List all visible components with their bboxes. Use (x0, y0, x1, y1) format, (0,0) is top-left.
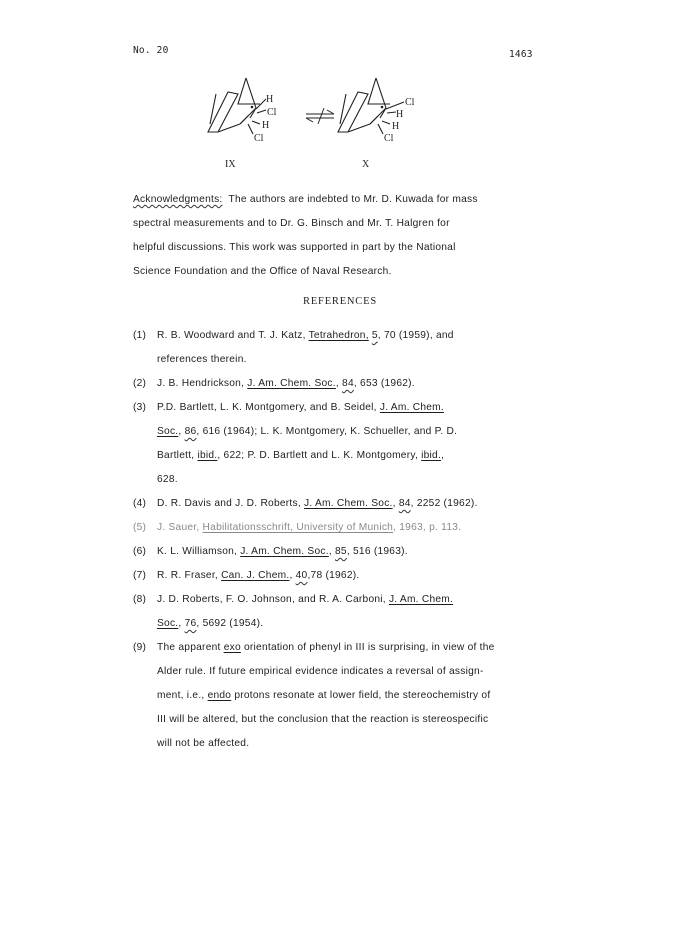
not-equilibrium-arrow (306, 108, 334, 124)
reference-number: (1) (133, 330, 147, 341)
reference-text (157, 540, 408, 564)
volume-number: 84 (342, 378, 354, 389)
underlined-citation: ibid. (421, 450, 442, 461)
reference-line: R. B. Woodward and T. J. Katz, Tetrahedron, 5, 70 (1959), and (157, 330, 454, 341)
ix-substituent-cl-bottom: Cl (254, 133, 264, 144)
reference-text (157, 372, 415, 396)
reference-text (157, 636, 495, 756)
reference-line: R. R. Fraser, Can. J. Chem., 40,78 (1962). (157, 570, 360, 581)
x-substituent-cl-bottom: Cl (384, 133, 394, 144)
reference-number: (8) (133, 594, 147, 605)
underlined-citation: Tetrahedron, (308, 330, 369, 341)
reference-text (157, 492, 478, 516)
underlined-citation: exo (223, 642, 241, 653)
x-substituent-cl-top: Cl (405, 97, 415, 108)
reference-number: (6) (133, 546, 147, 557)
reference-line: The apparent exo orientation of phenyl in III is surprising, in view of the (157, 642, 495, 653)
ix-substituent-h-top: H (266, 94, 274, 105)
reference-line: ment, i.e., endo protons resonate at lower field, the stereochemistry of (157, 690, 491, 701)
acknowledgments-text: The authors are indebted to Mr. D. Kuwada for mass (228, 194, 478, 205)
reference-text (157, 516, 461, 540)
reference-text (157, 396, 457, 492)
volume-number: 84 (398, 498, 411, 509)
reference-line: Soc., 86, 616 (1964); L. K. Montgomery, K. Schueller, and P. D. (157, 426, 458, 437)
acknowledgments-paragraph (133, 188, 553, 284)
reference-line: P.D. Bartlett, L. K. Montgomery, and B. Seidel, J. Am. Chem. (157, 402, 444, 413)
ix-substituent-cl-top: Cl (267, 107, 277, 118)
underlined-citation: J. Am. Chem. Soc. (240, 546, 329, 557)
underlined-citation: Soc. (157, 618, 179, 629)
volume-number: 40 (295, 570, 308, 581)
volume-number: 86 (184, 426, 197, 437)
reference-line: J. Sauer, Habilitationsschrift, University of Munich, 1963, p. 113. (157, 522, 462, 533)
underlined-citation: endo (207, 690, 232, 701)
journal-number: No. 20 (133, 45, 169, 56)
reference-line: III will be altered, but the conclusion that the reaction is stereospecific (157, 714, 489, 725)
reference-number: (4) (133, 498, 147, 509)
references-heading: REFERENCES (303, 296, 377, 307)
reference-number: (7) (133, 570, 147, 581)
reference-line: J. D. Roberts, F. O. Johnson, and R. A. Carboni, J. Am. Chem. (157, 594, 454, 605)
reference-number: (3) (133, 402, 147, 413)
reference-text (157, 324, 454, 372)
compound-ix-label: IX (225, 159, 236, 170)
reference-line: D. R. Davis and J. D. Roberts, J. Am. Chem. Soc., 84, 2252 (1962). (157, 498, 478, 509)
acknowledgments-line: spectral measurements and to Dr. G. Binsch and Mr. T. Halgren for (133, 218, 450, 229)
underlined-citation: Soc. (157, 426, 179, 437)
acknowledgments-line: Science Foundation and the Office of Naval Research. (133, 266, 392, 277)
reference-number: (2) (133, 378, 147, 389)
underlined-citation: J. Am. Chem. Soc. (247, 378, 336, 389)
reference-number: (5) (133, 522, 147, 533)
x-substituent-h-bottom: H (392, 121, 400, 132)
acknowledgments-line: helpful discussions. This work was supported in part by the National (133, 242, 456, 253)
acknowledgments-line (133, 188, 553, 212)
reference-line: will not be affected. (157, 738, 250, 749)
ix-substituent-h-bottom: H (262, 120, 270, 131)
reference-text (157, 564, 360, 588)
underlined-citation: J. Am. Chem. (379, 402, 444, 413)
reference-number: (9) (133, 642, 147, 653)
underlined-citation: J. Am. Chem. Soc. (304, 498, 393, 509)
compound-ix-structure (208, 78, 266, 134)
volume-number: 5 (371, 330, 378, 341)
reference-line: J. B. Hendrickson, J. Am. Chem. Soc., 84, 653 (1962). (157, 378, 415, 389)
acknowledgments-heading: Acknowledgments: (133, 194, 223, 205)
reference-line: Soc., 76, 5692 (1954). (157, 618, 264, 629)
reference-line: 628. (157, 474, 178, 485)
volume-number: 85 (334, 546, 347, 557)
reference-line: Alder rule. If future empirical evidence indicates a reversal of assign- (157, 666, 484, 677)
reference-line: K. L. Williamson, J. Am. Chem. Soc., 85, 516 (1963). (157, 546, 408, 557)
volume-number: 76 (184, 618, 197, 629)
underlined-citation: Habilitationsschrift, University of Munich (202, 522, 394, 533)
compound-x-label: X (362, 159, 370, 170)
x-substituent-h-top: H (396, 109, 404, 120)
underlined-citation: ibid. (197, 450, 218, 461)
reference-text (157, 588, 453, 636)
reference-line: references therein. (157, 354, 247, 365)
page-number: 1463 (509, 49, 533, 60)
reaction-scheme-figure (190, 72, 480, 182)
underlined-citation: J. Am. Chem. (388, 594, 454, 605)
reference-line: Bartlett, ibid., 622; P. D. Bartlett and L. K. Montgomery, ibid., (157, 450, 445, 461)
underlined-citation: Can. J. Chem. (221, 570, 290, 581)
